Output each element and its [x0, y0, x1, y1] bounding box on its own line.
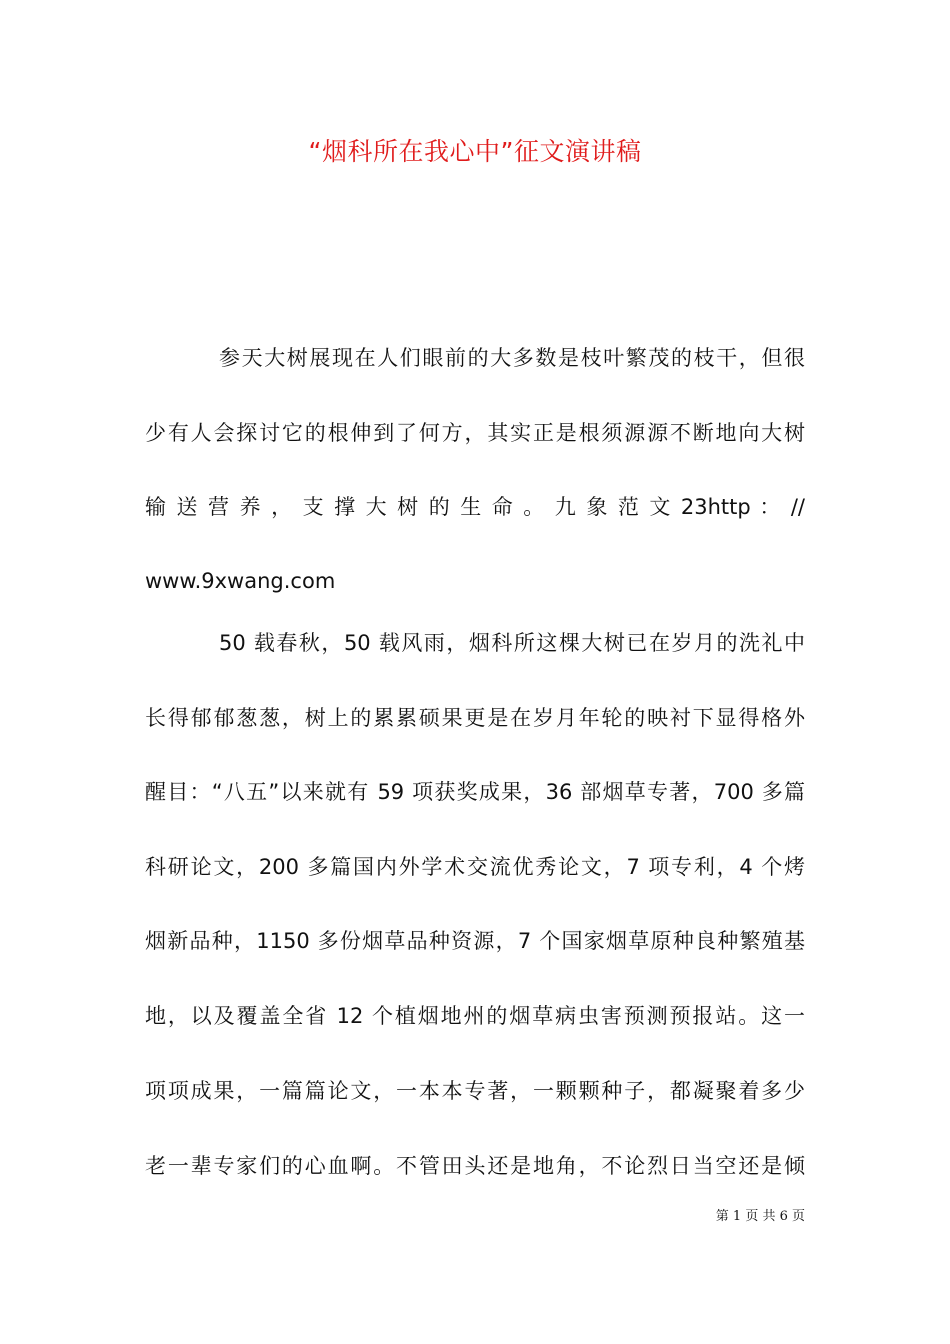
document-title: “烟科所在我心中”征文演讲稿	[308, 137, 642, 166]
paragraph-line: 50 载春秋，50 载风雨，烟科所这棵大树已在岁月的洗礼中	[219, 631, 805, 655]
paragraph-line: 输 送 营 养 ， 支 撑 大 树 的 生 命 。 九 象 范 文 23http ： //	[145, 495, 805, 519]
paragraph-line: 长得郁郁葱葱，树上的累累硕果更是在岁月年轮的映衬下显得格外	[145, 706, 805, 730]
paragraph-line: 烟新品种，1150 多份烟草品种资源，7 个国家烟草原种良种繁殖基	[145, 929, 805, 953]
paragraph-line: 地，以及覆盖全省 12 个植烟地州的烟草病虫害预测预报站。这一	[145, 1004, 805, 1028]
paragraph-line: 项项成果，一篇篇论文，一本本专著，一颗颗种子，都凝聚着多少	[145, 1079, 805, 1103]
paragraph-line: 老一辈专家们的心血啊。不管田头还是地角，不论烈日当空还是倾	[145, 1154, 805, 1178]
paragraph-line: www.9xwang.com	[145, 569, 336, 593]
page-number-footer: 第 1 页 共 6 页	[715, 1209, 805, 1224]
paragraph-line: 科研论文，200 多篇国内外学术交流优秀论文，7 项专利，4 个烤	[145, 855, 805, 879]
paragraph-line: 少有人会探讨它的根伸到了何方，其实正是根须源源不断地向大树	[145, 421, 805, 445]
paragraph-line: 参天大树展现在人们眼前的大多数是枝叶繁茂的枝干，但很	[219, 346, 805, 370]
paragraph-line: 醒目：“八五”以来就有 59 项获奖成果，36 部烟草专著，700 多篇	[145, 780, 805, 804]
